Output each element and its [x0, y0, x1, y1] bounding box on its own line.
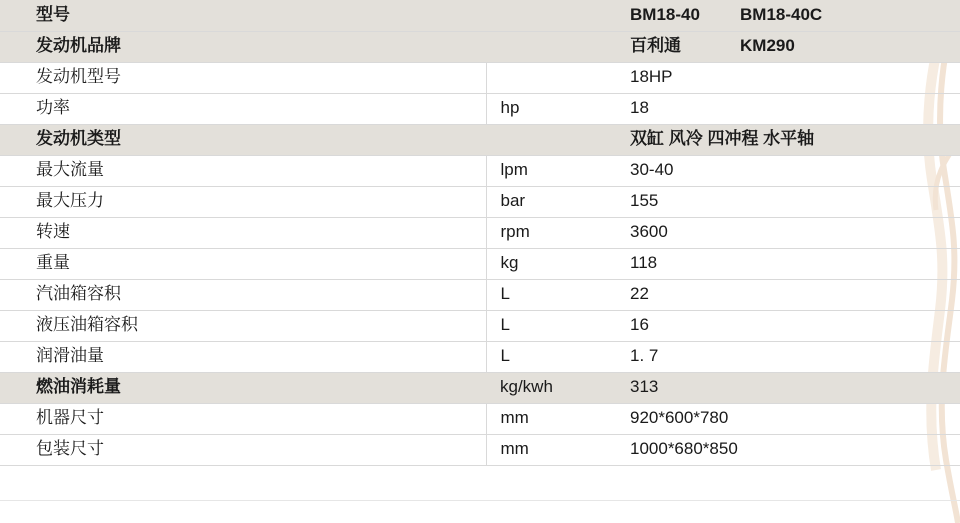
table-row: [0, 372, 960, 403]
table-row: [0, 403, 960, 434]
table-row: [0, 434, 960, 465]
row-value-1: 18HP: [620, 62, 960, 93]
row-label: 转速: [0, 217, 486, 248]
row-value-1: 双缸 风冷 四冲程 水平轴: [620, 124, 960, 155]
row-value-1: 18: [620, 93, 960, 124]
row-unit: [486, 62, 620, 93]
row-label: 发动机型号: [0, 62, 486, 93]
table-row: [0, 310, 960, 341]
row-unit: kg: [486, 248, 620, 279]
row-value-2: KM290: [730, 31, 960, 62]
row-value-2: BM18-40C: [730, 0, 960, 31]
row-value-1: 16: [620, 310, 960, 341]
row-label: 最大流量: [0, 155, 486, 186]
row-label: 润滑油量: [0, 341, 486, 372]
table-row: [0, 0, 960, 31]
row-unit: hp: [486, 93, 620, 124]
row-value-1: 1000*680*850: [620, 434, 960, 465]
row-value-1: 155: [620, 186, 960, 217]
table-row: [0, 341, 960, 372]
row-unit: L: [486, 279, 620, 310]
row-value-1: 百利通: [620, 31, 730, 62]
row-value-1: 118: [620, 248, 960, 279]
table-row: [0, 62, 960, 93]
row-value-1: 1. 7: [620, 341, 960, 372]
row-unit: lpm: [486, 155, 620, 186]
row-label: 汽油箱容积: [0, 279, 486, 310]
table-row: [0, 155, 960, 186]
row-unit: L: [486, 310, 620, 341]
row-value-1: 313: [620, 372, 960, 403]
table-row: [0, 31, 960, 62]
row-unit: bar: [486, 186, 620, 217]
table-row: [0, 217, 960, 248]
row-label: 重量: [0, 248, 486, 279]
row-unit: [486, 124, 620, 155]
table-row: [0, 279, 960, 310]
table-row: [0, 124, 960, 155]
row-unit: kg/kwh: [486, 372, 620, 403]
row-label: 液压油箱容积: [0, 310, 486, 341]
row-value-1: 920*600*780: [620, 403, 960, 434]
row-unit: mm: [486, 403, 620, 434]
row-value-1: 30-40: [620, 155, 960, 186]
row-label: 发动机品牌: [0, 31, 486, 62]
row-value-1: 3600: [620, 217, 960, 248]
row-unit: [486, 31, 620, 62]
row-label: 机器尺寸: [0, 403, 486, 434]
table-row: [0, 93, 960, 124]
row-value-1: 22: [620, 279, 960, 310]
row-unit: mm: [486, 434, 620, 465]
row-label: 最大压力: [0, 186, 486, 217]
row-label: 发动机类型: [0, 124, 486, 155]
row-label: 功率: [0, 93, 486, 124]
row-value-1: BM18-40: [620, 0, 730, 31]
row-label: 包装尺寸: [0, 434, 486, 465]
row-unit: rpm: [486, 217, 620, 248]
row-label: 燃油消耗量: [0, 372, 486, 403]
table-row: [0, 248, 960, 279]
row-unit: L: [486, 341, 620, 372]
footer-divider: [0, 500, 960, 501]
row-unit: [486, 0, 620, 31]
row-label: 型号: [0, 0, 486, 31]
table-row: [0, 186, 960, 217]
